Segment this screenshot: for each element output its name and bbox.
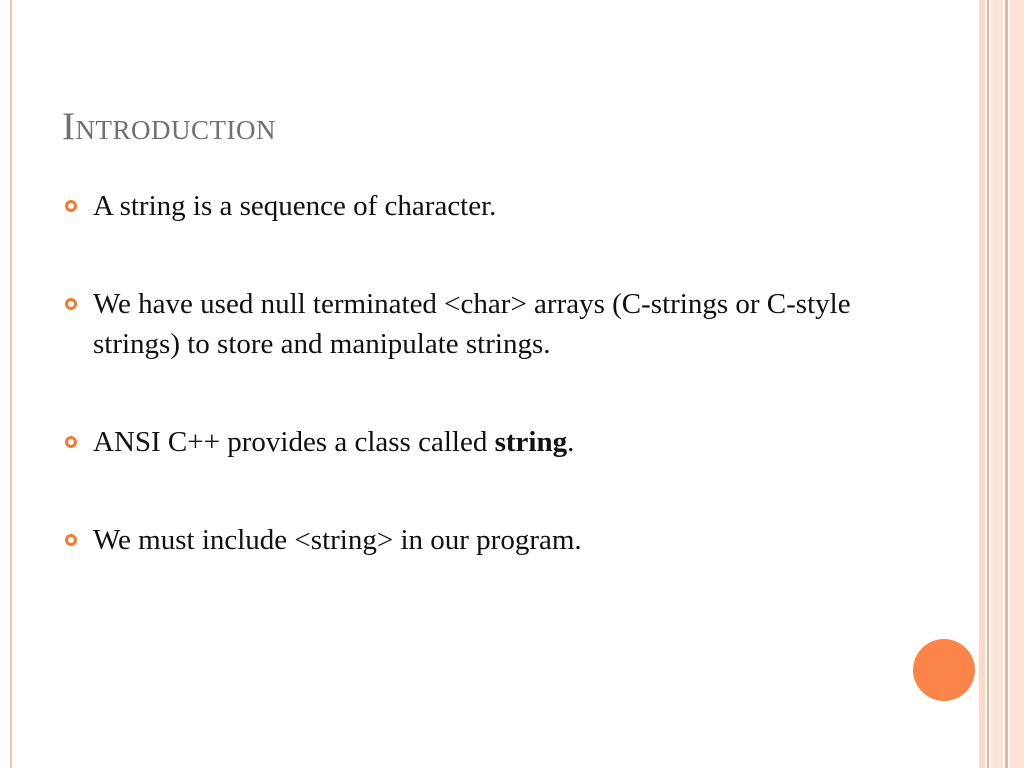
slide-title: Introduction <box>62 105 276 148</box>
bullet-item <box>62 186 882 226</box>
right-stripe <box>991 0 1003 768</box>
bold-keyword: string <box>494 426 568 458</box>
right-stripe <box>987 0 989 768</box>
bullet-item <box>62 284 882 364</box>
right-stripe <box>1010 0 1024 768</box>
right-stripe <box>979 0 985 768</box>
ring-bullet-icon <box>65 436 77 448</box>
bullet-text: We must include <string> in our program. <box>93 524 582 556</box>
ring-bullet-icon <box>65 534 77 546</box>
left-border-line <box>10 0 12 768</box>
bullet-item <box>62 422 882 462</box>
bullet-text: ANSI C++ provides a class called <box>93 426 495 458</box>
bullet-item <box>62 520 882 560</box>
ring-bullet-icon <box>65 298 77 310</box>
bullet-text: We have used null terminated <char> arrays (C-strings or C-style strings) to store and manipulate strings. <box>93 288 851 360</box>
right-stripe <box>1005 0 1008 768</box>
bullet-list <box>62 186 882 560</box>
ring-bullet-icon <box>65 200 77 212</box>
decorative-circle <box>913 639 975 701</box>
bullet-text-end: . <box>567 426 575 458</box>
bullet-text: A string is a sequence of character. <box>93 190 497 222</box>
